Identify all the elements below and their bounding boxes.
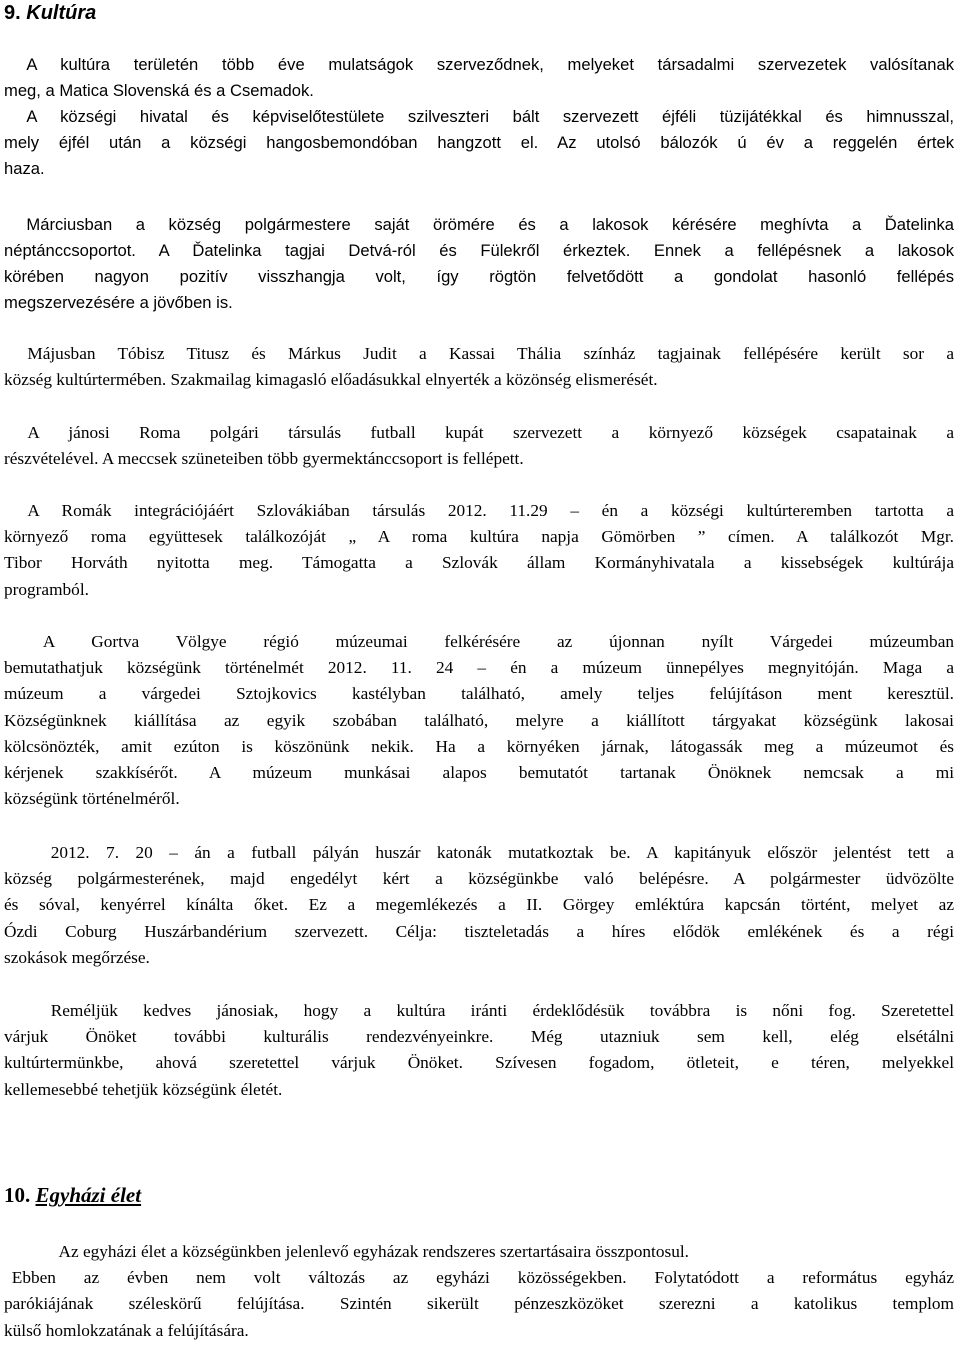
text-line: A községi hivatal és képviselőtestülete szilveszteri bált szervezett éjféli tüzijátékkal és himnusszal, (26, 107, 954, 126)
text-line: A Romák integrációjáért Szlovákiában társulás 2012. 11.29 – én a községi kultúrteremben tartotta a (27, 501, 954, 520)
section-title: Kultúra (26, 2, 97, 24)
text-line: Az egyházi élet a községünkben jelenlevő egyházak rendszeres szertartásaira összpontosul. (58, 1242, 689, 1261)
text-line: külső homlokzatának a felújítására. (4, 1320, 249, 1340)
paragraph-huszarok (4, 840, 954, 971)
paragraph-futball-kupa (4, 420, 954, 472)
text-line: Reméljük kedves jánosiak, hogy a kultúra iránti érdeklődésük továbbra is nőni fog. Szeretettel (50, 1001, 954, 1020)
text-line: 2012. 7. 20 – án a futball pályán huszár katonák mutatkoztak be. A kapitányuk először jelentést tett a (50, 843, 954, 862)
text-line: múzeum a várgedei Sztojkovics kastélyban található, amely teljes felújításon ment keresztül. (4, 684, 954, 704)
text-line: kultúrtermünkbe, ahová szeretettel várjuk Önöket. Szívesen fogadom, ötleteit, e téren, melyekkel (4, 1053, 954, 1073)
text-line: Tibor Horváth nyitotta meg. Támogatta a Szlovák állam Kormányhivatala a kissebségek kultúrája (4, 553, 954, 573)
paragraph-muzeum (4, 629, 954, 812)
text-line: meg, a Matica Slovenská és a Csemadok. (4, 81, 314, 100)
text-line: kölcsönözték, amit ezúton is köszönünk nekik. Ha a környéken járnak, látogassák meg a múzeumot és (4, 736, 954, 756)
text-line: Községünknek kiállítása az egyik szobában található, melyre a kiállított tárgyakat községünk lakosai (4, 710, 954, 730)
text-line: parókiájának széleskörű felújítása. Szintén sikerült pénzeszközöket szerezni a katolikus templom (4, 1294, 954, 1314)
text-line: megszervezésére a jövőben is. (4, 293, 233, 312)
text-line: Ózdi Coburg Huszárbandérium szervezett. Célja: tiszteletadás a híres elődök emlékének és a régi (4, 921, 954, 941)
text-line: község polgármesterének, majd engedélyt kért a községünkbe való belépésre. A polgármester üdvözölte (4, 869, 954, 889)
text-line: községünk történelméről. (4, 789, 180, 809)
text-line: és sóval, kenyérrel kínálta őket. Ez a megemlékezés a II. Görgey emléktúra kapcsán történt, melyet az (4, 895, 954, 915)
text-line: A Gortva Völgye régió múzeumai felkérésére az újonnan nyílt Várgedei múzeumban (42, 632, 954, 651)
paragraph-datelinka (4, 212, 954, 316)
section-heading-kultura (4, 2, 96, 25)
text-line: körében nagyon pozitív visszhangja volt, így rögtön felvetődött a gondolat hasonló fellépés (4, 267, 954, 286)
paragraph-thalia (4, 341, 954, 393)
text-line: kellemesebbé tehetjük községünk életét. (4, 1079, 283, 1099)
text-line: várjuk Önöket további kulturális rendezvényeinkre. Még utazniuk sem kell, elég elsétálni (4, 1027, 954, 1047)
text-line: szokások megőrzése. (4, 947, 150, 967)
text-line: programból. (4, 579, 89, 599)
section-heading-egyhazi-elet (4, 1183, 141, 1208)
text-line: A kultúra területén több éve mulatságok szerveződnek, melyeket társadalmi szervezetek valósítanak (26, 55, 954, 74)
text-line: néptánccsoportot. A Ďatelinka tagjai Detvá-ról és Fülekről érkeztek. Ennek a fellépésnek a lakosok (4, 241, 954, 260)
text-line: Ebben az évben nem volt változás az egyházi közösségekben. Folytatódott a református egyház (11, 1268, 954, 1288)
text-line: bemutathatjuk községünk történelmét 2012. 11. 24 – én a múzeum ünnepélyes megnyitóján. Maga a (4, 658, 954, 678)
text-line: kérjenek szakkísérőt. A múzeum munkásai alapos bemutatót tartanak Önöknek nemcsak a mi (4, 762, 954, 782)
section-number: 9. (4, 2, 21, 24)
text-line: A jánosi Roma polgári társulás futball kupát szervezett a környező községek csapatainak a (27, 423, 954, 442)
text-line: Márciusban a község polgármestere saját örömére és a lakosok kérésére meghívta a Ďatelinka (26, 215, 954, 234)
section-title: Egyházi élet (35, 1183, 142, 1207)
paragraph-zaro (4, 998, 954, 1103)
paragraph-egyhazi-elet (4, 1239, 954, 1344)
paragraph-roma-kultura (4, 498, 954, 603)
text-line: község kultúrtermében. Szakmailag kimagasló előadásukkal elnyerték a közönség elismerését. (4, 370, 658, 390)
text-line: mely éjfél után a községi hangosbemondóban hangzott el. Az utolsó bálozók ú év a reggelén értek (4, 133, 954, 152)
text-line: Májusban Tóbisz Titusz és Márkus Judit a Kassai Thália színház tagjainak fellépésére került sor a (27, 344, 954, 363)
section-number: 10. (4, 1183, 31, 1207)
text-line: haza. (4, 159, 45, 178)
text-line: részvételével. A meccsek szüneteiben több gyermektánccsoport is fellépett. (4, 449, 524, 469)
paragraph-kultura-intro (4, 52, 954, 182)
text-line: környező roma együttesek találkozóját „ A roma kultúra napja Gömörben ” címen. A találkozót Mgr. (4, 527, 954, 547)
